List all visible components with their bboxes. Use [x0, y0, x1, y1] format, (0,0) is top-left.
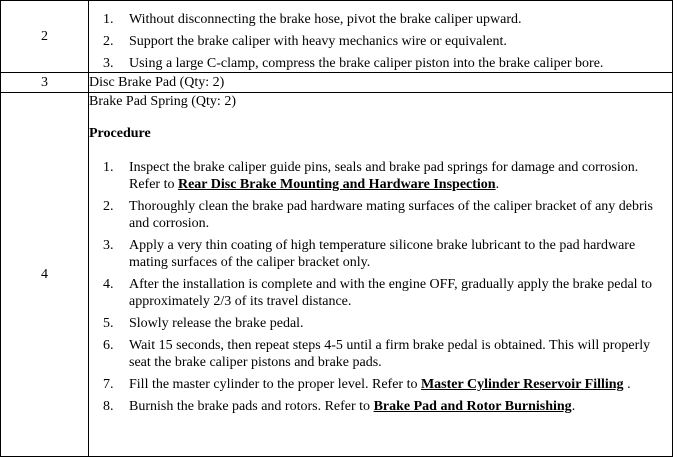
list-item: 6. Wait 15 seconds, then repeat steps 4-5 until a firm brake pedal is obtained. This will properly seat the brake caliper pistons and brake pads.	[103, 338, 651, 370]
procedure-heading: Procedure	[89, 126, 151, 141]
list-item: 3. Apply a very thin coating of high temperature silicone brake lubricant to the pad hardware mating surfaces of the caliper bracket only.	[103, 238, 636, 270]
rear-disc-brake-link[interactable]: Rear Disc Brake Mounting and Hardware Inspection	[177, 177, 496, 192]
burnishing-link[interactable]: Brake Pad and Rotor Burnishing	[373, 399, 572, 414]
substep-list	[89, 11, 672, 72]
table-row-4	[1, 93, 673, 457]
list-item: 7. Fill the master cylinder to the proper level. Refer to Master Cylinder Reservoir Filling .	[103, 377, 631, 392]
table-row-3	[1, 73, 673, 93]
substep-list	[89, 159, 672, 415]
list-item: 1. Without disconnecting the brake hose, pivot the brake caliper upward.	[103, 12, 522, 27]
table-row-2	[1, 1, 673, 73]
list-item: 5. Slowly release the brake pedal.	[103, 316, 304, 331]
list-item: 3. Using a large C-clamp, compress the brake caliper piston into the brake caliper bore.	[103, 56, 604, 71]
step-content	[89, 93, 673, 457]
list-item: 1. Inspect the brake caliper guide pins, seals and brake pad springs for damage and corrosion. Refer to Rear Disc Brake Mounting and Hardware Inspection.	[103, 160, 639, 192]
list-item: 4. After the installation is complete and with the engine OFF, gradually apply the brake pedal to approximately 2/3 of its travel distance.	[103, 277, 652, 309]
step-content	[89, 73, 673, 93]
list-item: 2. Thoroughly clean the brake pad hardware mating surfaces of the caliper bracket of any debris and corrosion.	[103, 199, 653, 231]
part-label: Brake Pad Spring (Qty: 2)	[89, 94, 236, 109]
list-item: 2. Support the brake caliper with heavy mechanics wire or equivalent.	[103, 34, 507, 49]
part-label: Disc Brake Pad (Qty: 2)	[89, 75, 225, 90]
step-number: 3	[1, 73, 89, 93]
step-number: 2	[1, 1, 89, 73]
master-cylinder-link[interactable]: Master Cylinder Reservoir Filling	[420, 377, 624, 392]
list-item: 8. Burnish the brake pads and rotors. Refer to Brake Pad and Rotor Burnishing.	[103, 399, 576, 414]
step-content	[89, 1, 673, 73]
step-number: 4	[1, 93, 89, 457]
